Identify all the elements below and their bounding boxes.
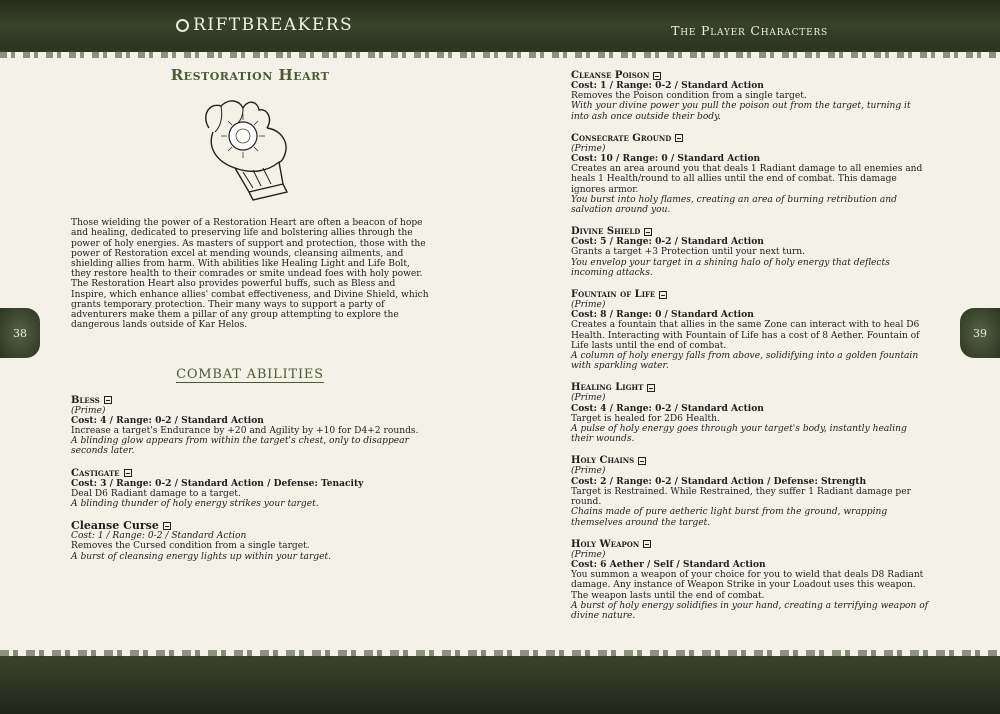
prime-tag: (Prime) xyxy=(571,549,606,560)
ability-flavor: You envelop your target in a shining halo of holy energy that deflects incoming attacks. xyxy=(571,257,890,278)
ability-flavor: A blinding glow appears from within the target's chest, only to disappear seconds later. xyxy=(71,436,409,457)
left-page-column xyxy=(71,66,429,573)
ability-description: Deal D6 Radiant damage to a target. xyxy=(71,488,241,499)
action-box-icon xyxy=(675,134,683,142)
right-page-column xyxy=(571,70,931,632)
ability-name: Holy Chains xyxy=(571,455,635,467)
prime-tag: (Prime) xyxy=(71,405,106,416)
ability-flavor: Chains made of pure aetheric light burst from the ground, wrapping themselves around the target. xyxy=(571,507,888,528)
ability-castigate xyxy=(71,468,429,510)
ability-name: Consecrate Ground xyxy=(571,132,672,144)
ability-bless xyxy=(71,395,429,457)
ability-divine-shield xyxy=(571,226,931,278)
ability-cost: Cost: 4 / Range: 0-2 / Standard Action xyxy=(571,402,764,414)
action-box-icon xyxy=(644,228,652,236)
ability-flavor: A pulse of holy energy goes through your target's body, instantly healing their wounds. xyxy=(571,424,907,445)
ability-cost: Cost: 5 / Range: 0-2 / Standard Action xyxy=(571,236,764,248)
page-number-right: 39 xyxy=(960,308,1000,358)
ability-name: Holy Weapon xyxy=(571,538,640,550)
ability-cost: Cost: 2 / Range: 0-2 / Standard Action / Defense: Strength xyxy=(571,475,867,487)
ability-name: Bless xyxy=(71,394,100,406)
action-box-icon xyxy=(163,522,171,530)
prime-tag: (Prime) xyxy=(571,143,606,154)
action-box-icon xyxy=(659,291,667,299)
ability-cost: Cost: 6 Aether / Self / Standard Action xyxy=(571,558,766,570)
action-box-icon xyxy=(638,457,646,465)
footer-band xyxy=(0,656,1000,714)
ability-flavor: A column of holy energy falls from above, solidifying into a golden fountain with sparkling water. xyxy=(571,351,919,372)
ability-description: You summon a weapon of your choice for you to wield that deals D8 Radiant damage. Any instance of Weapon Strike in your Loadout uses this weapon. The weapon lasts until the end of combat. xyxy=(571,570,924,601)
ability-flavor: A blinding thunder of holy energy strikes your target. xyxy=(71,499,319,510)
ability-cost: Cost: 10 / Range: 0 / Standard Action xyxy=(571,153,761,165)
ability-flavor: With your divine power you pull the poison out from the target, turning it into ash once outside their body. xyxy=(571,101,911,122)
ability-description: Target is healed for 2D6 Health. xyxy=(571,413,720,424)
ability-healing-light xyxy=(571,382,931,444)
ability-holy-weapon xyxy=(571,539,931,621)
ability-description: Creates an area around you that deals 1 Radiant damage to all enemies and heals 1 Health/round to all allies until the end of combat. This damage ignores armor. xyxy=(571,164,923,195)
ability-description: Creates a fountain that allies in the same Zone can interact with to heal D6 Health. Interacting with Fountain of Life has a cost of 8 Aether. Fountain of Life lasts until the end of combat. xyxy=(571,320,920,351)
ability-name: Cleanse Curse xyxy=(71,519,159,533)
ability-name: Healing Light xyxy=(571,382,644,394)
riftbreakers-logo xyxy=(176,15,353,35)
ability-cleanse-poison xyxy=(571,70,931,122)
ability-cost: Cost: 1 / Range: 0-2 / Standard Action xyxy=(571,80,764,91)
ability-description: Removes the Cursed condition from a single target. xyxy=(71,541,310,552)
ability-cleanse-curse xyxy=(71,520,429,562)
ability-flavor: A burst of holy energy solidifies in your hand, creating a terrifying weapon of divine nature. xyxy=(571,600,929,621)
chapter-title: The Player Characters xyxy=(671,23,828,38)
ability-fountain-of-life xyxy=(571,289,931,371)
page-number-left: 38 xyxy=(0,308,40,358)
ability-flavor: You burst into holy flames, creating an area of burning retribution and salvation around you. xyxy=(571,194,897,216)
ability-cost: Cost: 1 / Range: 0-2 / Standard Action xyxy=(71,531,247,542)
action-box-icon xyxy=(643,540,651,548)
logo-emblem-icon xyxy=(176,19,189,32)
prime-tag: (Prime) xyxy=(571,466,606,477)
ability-cost: Cost: 4 / Range: 0-2 / Standard Action xyxy=(71,414,264,426)
ability-description: Increase a target's Endurance by +20 and Agility by +10 for D4+2 rounds. xyxy=(71,426,419,437)
ability-consecrate-ground xyxy=(571,133,931,215)
action-box-icon xyxy=(124,469,132,477)
ability-name: Fountain of Life xyxy=(571,289,656,301)
action-box-icon xyxy=(653,72,661,80)
ability-name: Castigate xyxy=(71,467,120,479)
header-band xyxy=(0,0,1000,52)
action-box-icon xyxy=(104,396,112,404)
ability-name: Cleanse Poison xyxy=(571,70,650,81)
section-title: Restoration Heart xyxy=(170,66,330,84)
combat-abilities-heading xyxy=(71,367,429,383)
ability-name: Divine Shield xyxy=(571,226,641,238)
ability-description: Grants a target +3 Protection until your next turn. xyxy=(571,247,806,258)
intro-paragraph: Those wielding the power of a Restoration Heart are often a beacon of hope and healing, dedicated to preserving life and bolstering allies through the power of holy energies. As masters of support and protection, those with the power of Restoration excel at mending wounds, cleansing ailments, and shielding allies from harm. With abilities like Healing Light and Life Bolt, they restore health to their comrades or smite undead foes with holy power. The Restoration Heart also provides powerful buffs, such as Bless and Inspire, which enhance allies' combat effectiveness, and Divine Shield, which grants temporary protection. Their many ways to support a party of adventurers make them a pillar of any group attempting to explore the dangerous lands outside of Kar Helos. xyxy=(71,218,429,331)
ability-flavor: A burst of cleansing energy lights up within your target. xyxy=(71,551,332,562)
prime-tag: (Prime) xyxy=(571,300,606,311)
ability-description: Target is Restrained. While Restrained, they suffer 1 Radiant damage per round. xyxy=(571,486,911,508)
prime-tag: (Prime) xyxy=(571,393,606,404)
ability-holy-chains xyxy=(571,455,931,527)
ability-cost: Cost: 8 / Range: 0 / Standard Action xyxy=(571,309,754,321)
action-box-icon xyxy=(647,384,655,392)
combat-abilities-label: COMBAT ABILITIES xyxy=(176,367,324,383)
logo-text: RIFTBREAKERS xyxy=(193,15,354,35)
ability-description: Removes the Poison condition from a single target. xyxy=(571,91,807,102)
hands-holding-light-illustration xyxy=(191,88,309,204)
ability-cost: Cost: 3 / Range: 0-2 / Standard Action / Defense: Tenacity xyxy=(71,477,364,489)
